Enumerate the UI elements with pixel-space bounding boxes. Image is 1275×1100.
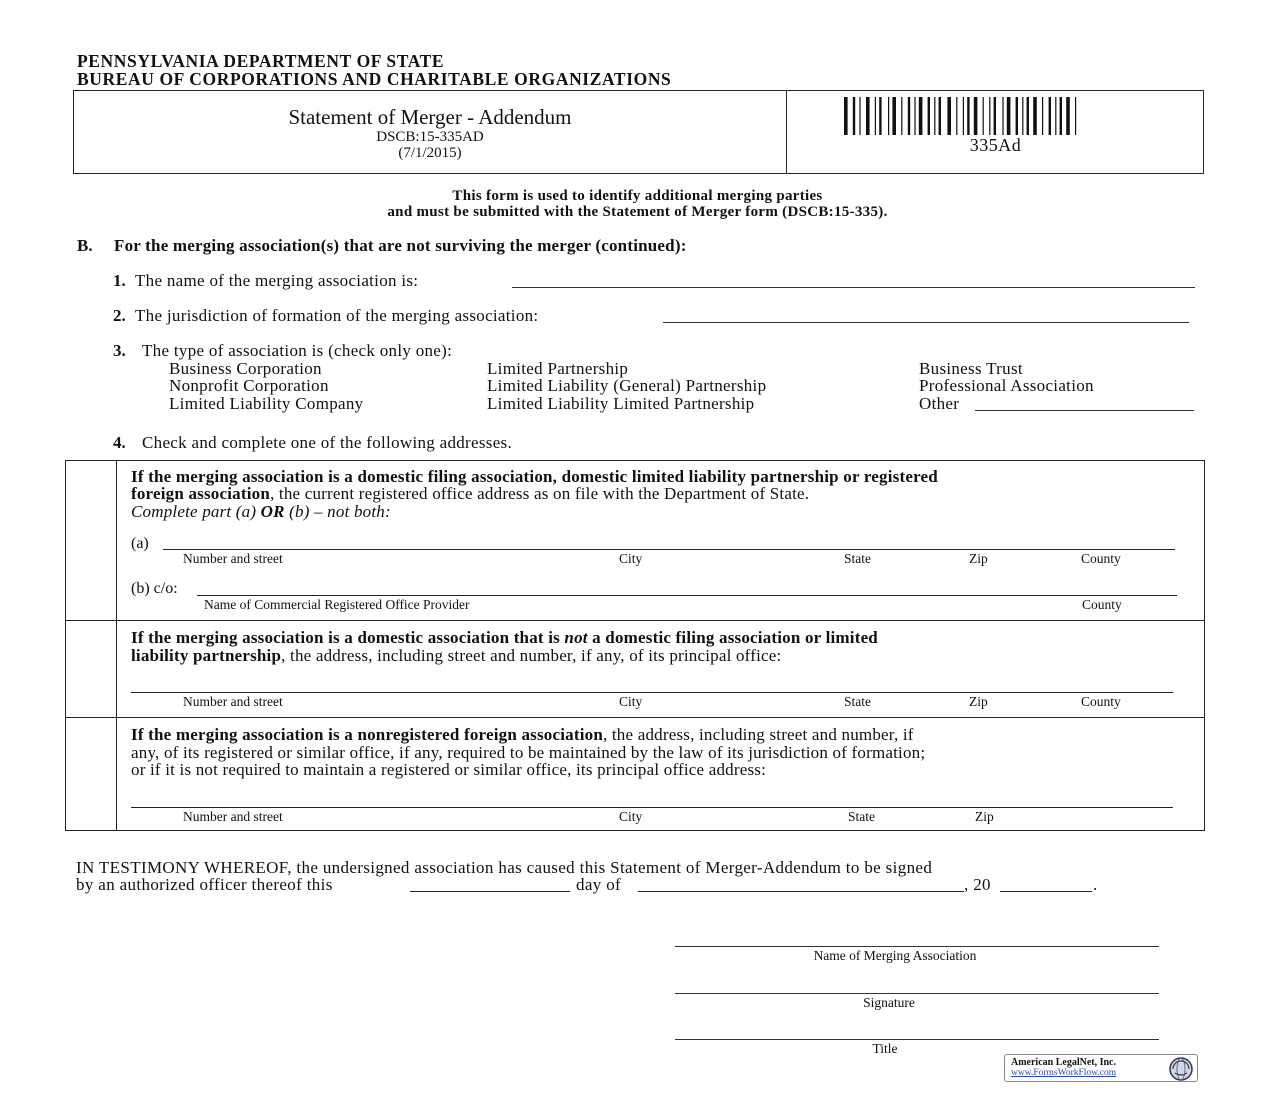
- section-b-letter: B.: [77, 236, 93, 255]
- box1-instruction: [131, 502, 391, 522]
- form-date: (7/1/2015): [398, 145, 462, 161]
- barcode-bar: [879, 97, 881, 135]
- item-3-label: The type of association is (check only one):: [142, 341, 453, 360]
- option-business-corporation[interactable]: Business Corporation: [169, 359, 322, 378]
- form-code: DSCB:15-335AD: [376, 129, 484, 145]
- part-b-label: (b) c/o:: [131, 580, 178, 597]
- barcode-bar: [989, 97, 990, 135]
- barcode-bar: [1066, 97, 1070, 135]
- checkbox-nonregistered-foreign[interactable]: [66, 718, 116, 830]
- box3-bold: If the merging association is a nonregistered foreign association: [131, 725, 603, 744]
- testimony-period: .: [1093, 875, 1098, 894]
- box1-line-1: If the merging association is a domestic filing association, domestic limited liability partnership or registered: [131, 467, 938, 486]
- barcode-bar: [994, 97, 996, 135]
- barcode-bar: [1022, 97, 1023, 135]
- title-field[interactable]: [675, 1039, 1159, 1040]
- header-department: PENNSYLVANIA DEPARTMENT OF STATE: [77, 51, 445, 71]
- intro-line-2: and must be submitted with the Statement of Merger form (DSCB:15-335).: [387, 204, 888, 220]
- barcode-bar: [963, 97, 964, 135]
- barcode-bar: [928, 97, 930, 135]
- globe-icon: [1165, 1056, 1195, 1082]
- checkbox-domestic-filing[interactable]: [66, 461, 116, 620]
- box2-city-label: City: [619, 694, 643, 709]
- testimony-day-of: day of: [576, 875, 622, 894]
- barcode-bar: [1002, 97, 1003, 135]
- signature-label: Signature: [863, 995, 915, 1010]
- testimony-line-1: IN TESTIMONY WHEREOF, the undersigned association has caused this Statement of Merger-Addendum to be signed: [76, 858, 933, 877]
- barcode-bar: [1033, 97, 1037, 135]
- footer-company: American LegalNet, Inc.: [1011, 1057, 1116, 1068]
- footer-url[interactable]: www.FormsWorkFlow.com: [1011, 1068, 1117, 1078]
- box2-line-1a: If the merging association is a domestic association that is: [131, 628, 565, 647]
- box-divider-1: [65, 620, 1205, 621]
- barcode-text: 335Ad: [969, 135, 1022, 155]
- signature-field[interactable]: [675, 993, 1159, 994]
- barcode-bar: [983, 97, 984, 135]
- box2-street-label: Number and street: [183, 694, 283, 709]
- form-title: Statement of Merger - Addendum: [288, 105, 572, 129]
- option-limited-liability-company[interactable]: Limited Liability Company: [169, 394, 364, 413]
- part-a-street-label: Number and street: [183, 551, 283, 566]
- item-3-number: 3.: [113, 341, 126, 360]
- item-4-label: Check and complete one of the following addresses.: [142, 433, 513, 452]
- barcode-bar: [1027, 97, 1029, 135]
- testimony-year-prefix: , 20: [964, 875, 991, 894]
- barcode-bar: [875, 97, 876, 135]
- barcode-bar: [888, 97, 889, 135]
- barcode-bar: [892, 97, 896, 135]
- name-of-merging-association-label: Name of Merging Association: [813, 948, 977, 963]
- part-a-label: (a): [131, 535, 149, 552]
- barcode-bar: [1016, 97, 1018, 135]
- barcode-bar: [947, 97, 951, 135]
- barcode-bar: [859, 97, 860, 135]
- barcode-bar: [908, 97, 910, 135]
- box1-instruction-b: (b) – not both:: [284, 502, 391, 521]
- option-llgp[interactable]: Limited Liability (General) Partnership: [487, 376, 767, 395]
- section-b-heading: For the merging association(s) that are not surviving the merger (continued):: [114, 236, 687, 255]
- merging-association-name-field[interactable]: [512, 287, 1195, 288]
- part-a-zip-label: Zip: [969, 551, 988, 566]
- jurisdiction-field[interactable]: [663, 322, 1189, 323]
- box1-instruction-or: OR: [260, 502, 285, 521]
- box2-zip-label: Zip: [969, 694, 988, 709]
- barcode-bar: [967, 97, 969, 135]
- barcode-bar: [974, 97, 978, 135]
- barcode-bar: [901, 97, 902, 135]
- box3-line-1-rest: , the address, including street and number, if: [602, 725, 914, 744]
- barcode-bar: [919, 97, 923, 135]
- option-other[interactable]: Other: [919, 394, 960, 413]
- box1-bold-foreign: foreign association: [131, 484, 271, 503]
- box2-state-label: State: [844, 694, 871, 709]
- intro-line-1: This form is used to identify additional merging parties: [452, 188, 823, 204]
- barcode-bar: [866, 97, 870, 135]
- barcode-bar: [1055, 97, 1056, 135]
- box2-line-2: [131, 646, 781, 666]
- barcode: [844, 97, 1149, 137]
- barcode-bar: [934, 97, 935, 135]
- checkbox-column-divider: [116, 460, 117, 831]
- item-1-number: 1.: [113, 271, 126, 290]
- box2-county-label: County: [1081, 694, 1121, 709]
- box1-instruction-a: Complete part (a): [131, 502, 261, 521]
- testimony-line-2a: by an authorized officer thereof this: [76, 875, 333, 894]
- box1-line-2: [131, 484, 809, 504]
- box3-line-1: [131, 725, 914, 745]
- box3-address-field[interactable]: [131, 807, 1173, 808]
- barcode-bar: [1042, 97, 1043, 135]
- barcode-bar: [1075, 97, 1076, 135]
- part-a-address-field[interactable]: [163, 549, 1175, 550]
- option-nonprofit-corporation[interactable]: Nonprofit Corporation: [169, 376, 329, 395]
- year-field[interactable]: [1000, 891, 1092, 892]
- title-label: Title: [872, 1041, 898, 1056]
- part-a-state-label: State: [844, 551, 871, 566]
- title-divider: [786, 91, 787, 173]
- day-field[interactable]: [410, 891, 570, 892]
- box3-street-label: Number and street: [183, 809, 283, 824]
- box3-state-label: State: [848, 809, 875, 824]
- barcode-bar: [956, 97, 957, 135]
- barcode-bar: [1060, 97, 1062, 135]
- barcode-bar: [844, 97, 848, 135]
- item-1-label: The name of the merging association is:: [135, 271, 419, 290]
- item-2-number: 2.: [113, 306, 126, 325]
- title-box: [73, 90, 1204, 174]
- option-professional-association[interactable]: Professional Association: [919, 376, 1094, 395]
- part-b-provider-label: Name of Commercial Registered Office Provider: [204, 597, 470, 612]
- box2-line-2-rest: , the address, including street and number, if any, of its principal office:: [281, 646, 782, 665]
- box2-address-field[interactable]: [131, 692, 1173, 693]
- barcode-bar: [939, 97, 941, 135]
- month-field[interactable]: [638, 891, 964, 892]
- item-4-number: 4.: [113, 433, 126, 452]
- association-name-signature-field[interactable]: [675, 946, 1159, 947]
- option-business-trust[interactable]: Business Trust: [919, 359, 1023, 378]
- checkbox-domestic-nonfiling[interactable]: [66, 621, 116, 717]
- box3-zip-label: Zip: [975, 809, 994, 824]
- option-lllp[interactable]: Limited Liability Limited Partnership: [487, 394, 755, 413]
- barcode-bar: [1049, 97, 1051, 135]
- box2-line-1b: a domestic filing association or limited: [587, 628, 878, 647]
- option-limited-partnership[interactable]: Limited Partnership: [487, 359, 629, 378]
- box2-not: not: [564, 628, 588, 647]
- part-a-county-label: County: [1081, 551, 1121, 566]
- box3-city-label: City: [619, 809, 643, 824]
- other-type-field[interactable]: [975, 410, 1194, 411]
- barcode-bar: [1007, 97, 1011, 135]
- box-divider-2: [65, 717, 1205, 718]
- box3-line-3: or if it is not required to maintain a registered or similar office, its principal office address:: [131, 760, 767, 779]
- box2-line-1: [131, 628, 878, 648]
- part-b-county-label: County: [1082, 597, 1122, 612]
- footer-logo: [1004, 1054, 1198, 1082]
- item-2-label: The jurisdiction of formation of the merging association:: [135, 306, 539, 325]
- part-b-provider-field[interactable]: [197, 595, 1177, 596]
- header-bureau: BUREAU OF CORPORATIONS AND CHARITABLE ORGANIZATIONS: [77, 69, 672, 89]
- barcode-bar: [914, 97, 915, 135]
- barcode-bar: [853, 97, 855, 135]
- box2-bold-llp: liability partnership: [131, 646, 282, 665]
- part-a-city-label: City: [619, 551, 643, 566]
- box1-line-2-rest: , the current registered office address as on file with the Department of State.: [270, 484, 810, 503]
- box3-line-2: any, of its registered or similar office, if any, required to be maintained by the law of its jurisdiction of formation;: [131, 743, 926, 762]
